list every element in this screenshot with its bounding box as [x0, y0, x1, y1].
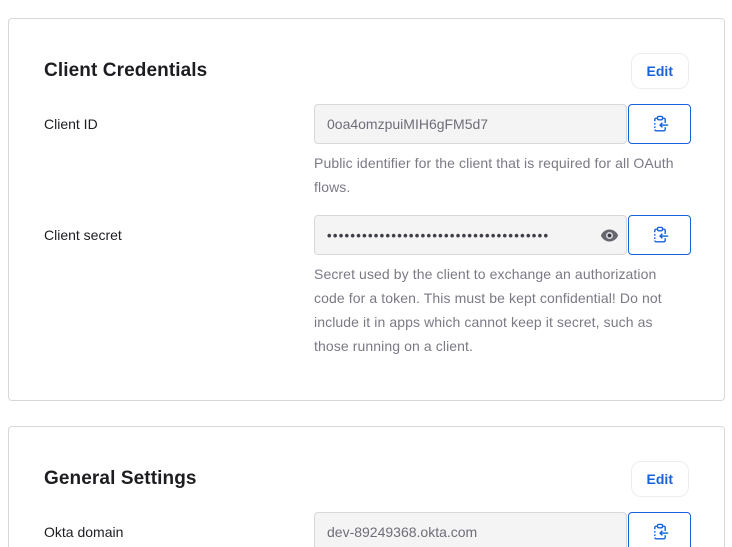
copy-icon	[651, 115, 669, 133]
copy-client-secret-button[interactable]	[628, 215, 691, 255]
client-secret-input[interactable]	[314, 215, 627, 255]
reveal-secret-button[interactable]	[598, 226, 620, 244]
copy-icon	[651, 523, 669, 541]
client-secret-label: Client secret	[44, 227, 122, 243]
edit-general-settings-button[interactable]: Edit	[631, 461, 689, 497]
okta-domain-input[interactable]	[314, 512, 627, 547]
client-id-row	[44, 104, 689, 199]
client-credentials-header	[44, 53, 689, 89]
copy-client-id-button[interactable]	[628, 104, 691, 144]
general-settings-header	[44, 461, 689, 497]
client-credentials-title: Client Credentials	[44, 60, 208, 81]
edit-client-credentials-button[interactable]: Edit	[631, 53, 689, 89]
client-secret-field	[314, 215, 627, 255]
okta-domain-label: Okta domain	[44, 524, 124, 540]
general-settings-card	[8, 426, 725, 547]
client-secret-row	[44, 215, 689, 358]
general-settings-title: General Settings	[44, 468, 197, 489]
client-id-input[interactable]	[314, 104, 627, 144]
copy-okta-domain-button[interactable]	[628, 512, 691, 547]
client-credentials-card	[8, 18, 725, 401]
client-id-label: Client ID	[44, 116, 98, 132]
client-secret-help: Secret used by the client to exchange an authorization code for a token. This must be kept confidential! Do not include it in apps which cannot keep it secret, such as those running on a client.	[314, 266, 662, 354]
copy-icon	[651, 226, 669, 244]
client-id-help: Public identifier for the client that is required for all OAuth flows.	[314, 155, 674, 195]
okta-domain-row	[44, 512, 689, 547]
eye-icon	[600, 229, 619, 242]
